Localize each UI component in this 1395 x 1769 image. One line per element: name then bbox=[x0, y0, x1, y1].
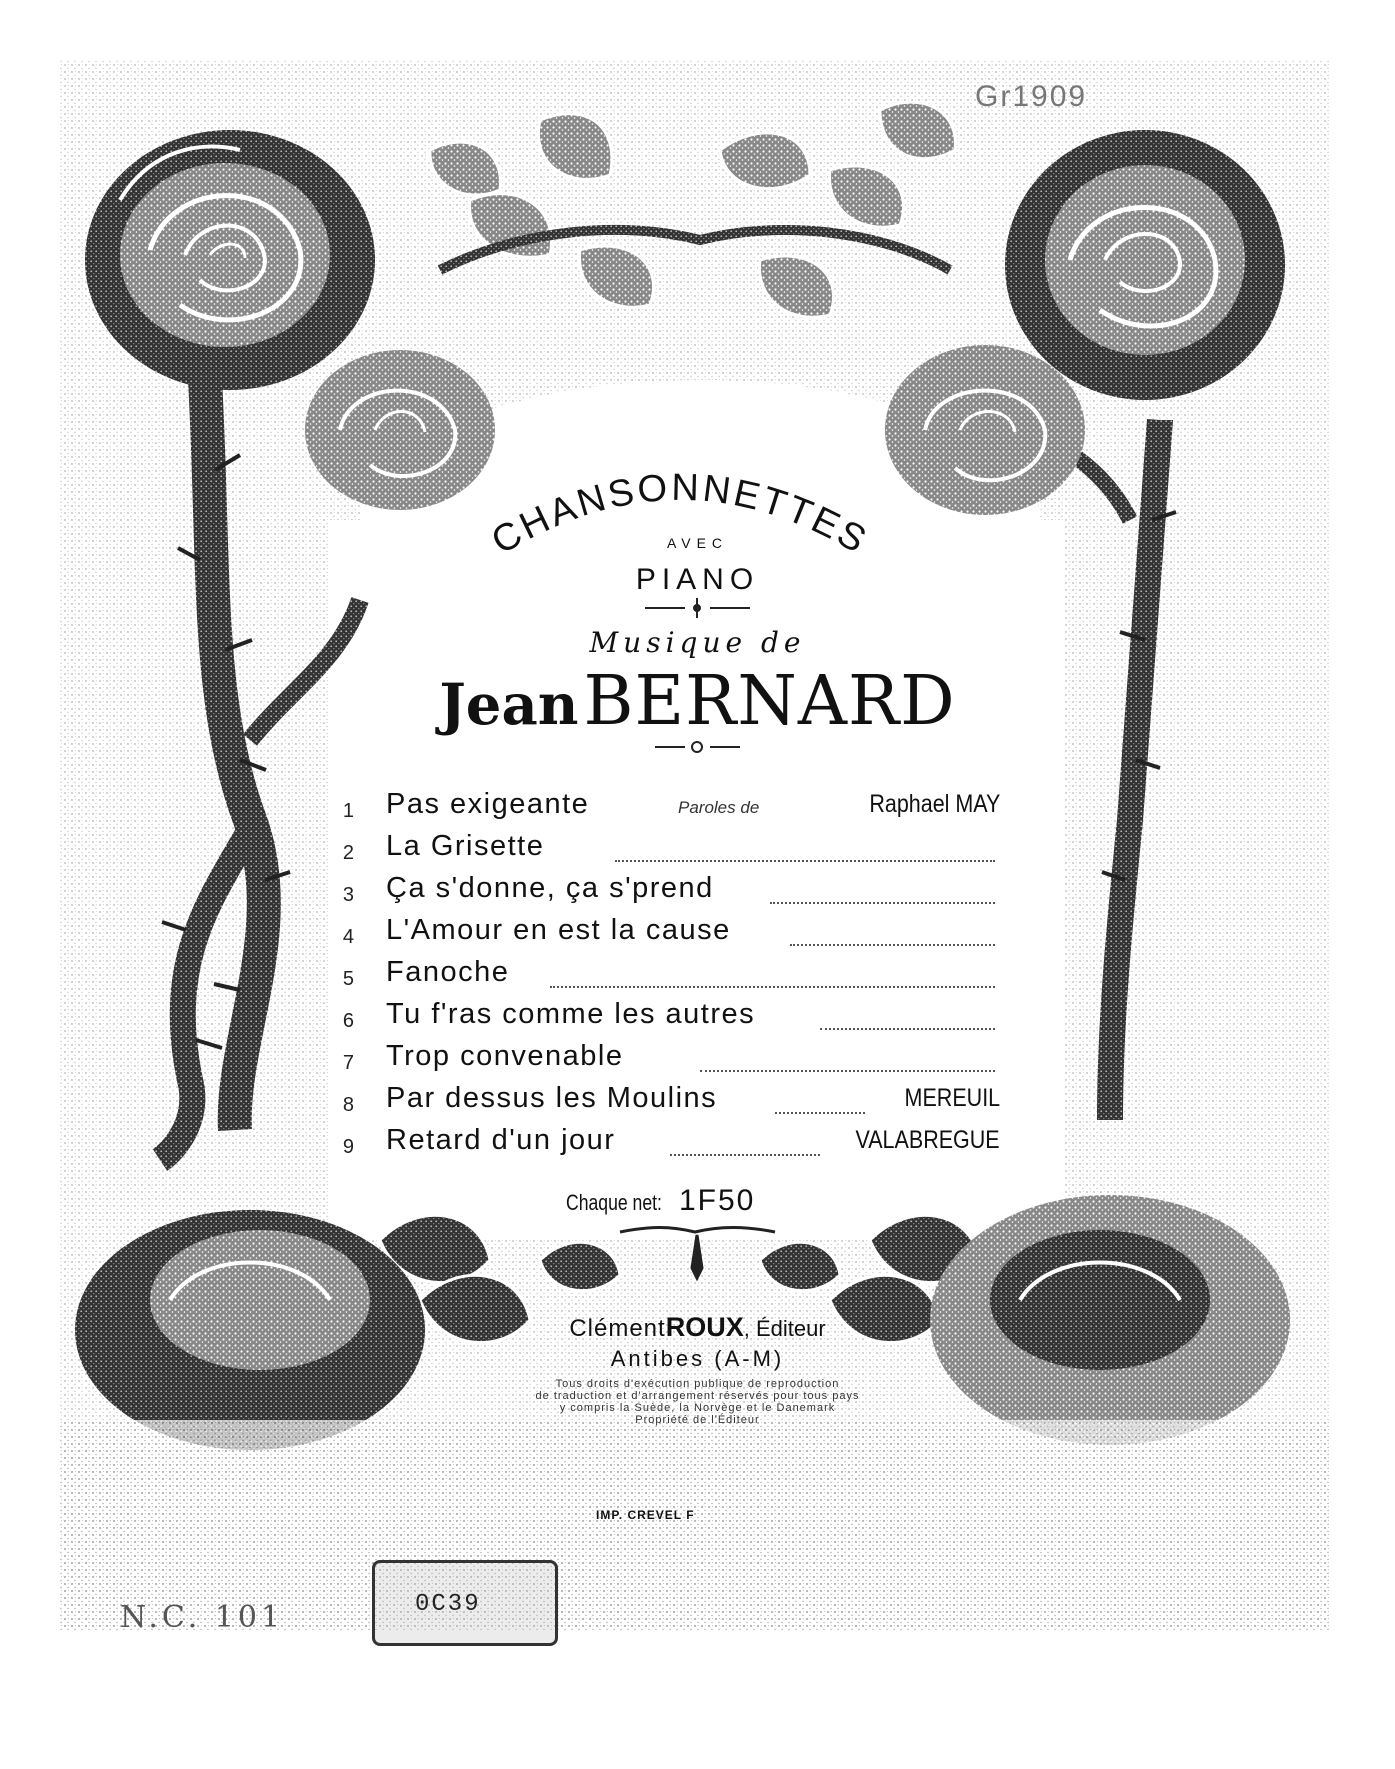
song-row bbox=[300, 1082, 1000, 1124]
rose-left-small bbox=[305, 350, 495, 510]
song-row bbox=[300, 872, 1000, 914]
rights-line: y compris la Suède, la Norvège et le Danemark bbox=[559, 1402, 836, 1414]
song-title: Pas exigeante bbox=[386, 788, 590, 820]
song-row bbox=[300, 956, 1000, 998]
leader-dots bbox=[615, 860, 995, 862]
song-row bbox=[300, 830, 1000, 872]
publisher-name: ROUX bbox=[665, 1312, 744, 1342]
rose-right-small bbox=[885, 345, 1085, 515]
song-lyricist: VALABREGUE bbox=[855, 1126, 1000, 1154]
leader-dots bbox=[550, 986, 995, 988]
rose-top-left bbox=[85, 130, 375, 390]
song-number: 2 bbox=[342, 842, 354, 864]
song-row bbox=[300, 788, 1000, 830]
leader-dots bbox=[670, 1154, 820, 1156]
leader-dots bbox=[700, 1070, 995, 1072]
song-title: Ça s'donne, ça s'prend bbox=[386, 872, 714, 904]
song-row bbox=[300, 1040, 1000, 1082]
rights-notice bbox=[0, 1378, 1395, 1426]
song-number: 8 bbox=[342, 1094, 354, 1116]
leader-dots bbox=[775, 1112, 865, 1114]
instrument-label: PIANO bbox=[635, 563, 760, 596]
printer-credit: IMP. CREVEL F bbox=[596, 1508, 695, 1522]
composer-name bbox=[0, 662, 1395, 741]
song-number: 7 bbox=[342, 1052, 354, 1074]
song-number: 9 bbox=[342, 1136, 354, 1158]
song-row bbox=[300, 998, 1000, 1040]
song-number: 5 bbox=[342, 968, 354, 990]
leader-dots bbox=[790, 944, 995, 946]
song-number: 3 bbox=[342, 884, 354, 906]
song-title: L'Amour en est la cause bbox=[386, 914, 731, 946]
song-title: Par dessus les Moulins bbox=[386, 1082, 718, 1114]
song-row bbox=[300, 1124, 1000, 1166]
song-title: Trop convenable bbox=[386, 1040, 624, 1072]
song-row bbox=[300, 914, 1000, 956]
price-line bbox=[566, 1184, 755, 1218]
avec-label: AVEC bbox=[666, 535, 729, 551]
song-title: La Grisette bbox=[386, 830, 545, 862]
stamp-number: 0C39 bbox=[415, 1591, 481, 1618]
price-value: 1F50 bbox=[678, 1184, 756, 1217]
song-title: Retard d'un jour bbox=[386, 1124, 616, 1156]
heading-chansonnettes: CHANSONNETTES bbox=[484, 466, 876, 560]
handwritten-reference: N.C. 101 bbox=[120, 1600, 285, 1635]
leader-dots bbox=[820, 1028, 995, 1030]
library-stamp bbox=[372, 1560, 558, 1646]
song-lyricist: Raphael MAY bbox=[868, 790, 1000, 818]
price-label: Chaque net: bbox=[566, 1190, 662, 1215]
composer-last-name: BERNARD bbox=[583, 662, 956, 741]
archive-number: Gr1909 bbox=[975, 80, 1088, 113]
rose-top-right bbox=[1005, 130, 1285, 400]
publisher-prefix: Clément bbox=[569, 1315, 666, 1342]
song-title: Tu f'ras comme les autres bbox=[386, 998, 756, 1030]
lyricist-prefix: Paroles de bbox=[678, 798, 760, 817]
rights-line: Tous droits d'exécution publique de reproduction bbox=[555, 1378, 840, 1390]
musique-de-label: Musique de bbox=[589, 626, 806, 659]
publisher-line bbox=[0, 1312, 1395, 1343]
composer-first-name: Jean bbox=[439, 672, 579, 738]
song-number: 6 bbox=[342, 1010, 354, 1032]
rights-line: Propriété de l'Éditeur bbox=[635, 1414, 760, 1426]
song-number: 1 bbox=[342, 800, 354, 822]
publisher-city: Antibes (A-M) bbox=[610, 1346, 785, 1371]
leader-dots bbox=[770, 902, 995, 904]
song-number: 4 bbox=[342, 926, 354, 948]
song-title: Fanoche bbox=[386, 956, 510, 988]
rights-line: de traduction et d'arrangement réservés pour tous pays bbox=[535, 1390, 860, 1402]
song-lyricist: MEREUIL bbox=[904, 1084, 1000, 1112]
publisher-suffix: , Éditeur bbox=[743, 1316, 826, 1341]
